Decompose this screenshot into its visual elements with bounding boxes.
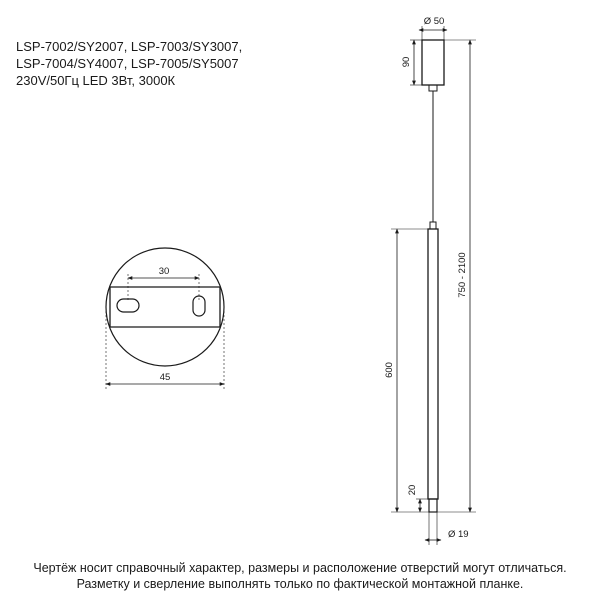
hole-spacing-label: 30	[158, 266, 170, 277]
pendant-side-view	[384, 16, 476, 545]
mounting-bar	[110, 287, 220, 327]
model-list-line-2: LSP-7004/SY4007, LSP-7005/SY5007	[16, 56, 239, 71]
mounting-plate-view	[106, 248, 224, 390]
tube-connector	[430, 222, 436, 229]
canopy-diameter-label: Ø 50	[423, 16, 445, 27]
plate-diameter-label: 45	[159, 372, 171, 383]
tube-tip	[429, 499, 437, 512]
canopy-height-label: 90	[401, 56, 412, 68]
tube-diameter-label: Ø 19	[448, 529, 469, 540]
tube-length-label: 600	[384, 362, 395, 378]
canopy-body	[422, 40, 444, 85]
left-slot	[117, 299, 139, 312]
spec-line: 230V/50Гц LED 3Вт, 3000К	[16, 73, 176, 88]
model-list-line-1: LSP-7002/SY2007, LSP-7003/SY3007,	[16, 39, 243, 54]
disclaimer-line-1: Чертёж носит справочный характер, размеры и расположение отверстий могут отличаться.	[33, 561, 567, 575]
cable-grip	[429, 85, 437, 91]
light-tube	[428, 229, 438, 499]
total-length-label: 750 - 2100	[457, 252, 468, 298]
disclaimer-line-2: Разметку и сверление выполнять только по фактической монтажной планке.	[76, 577, 524, 591]
tip-length-label: 20	[407, 484, 418, 496]
